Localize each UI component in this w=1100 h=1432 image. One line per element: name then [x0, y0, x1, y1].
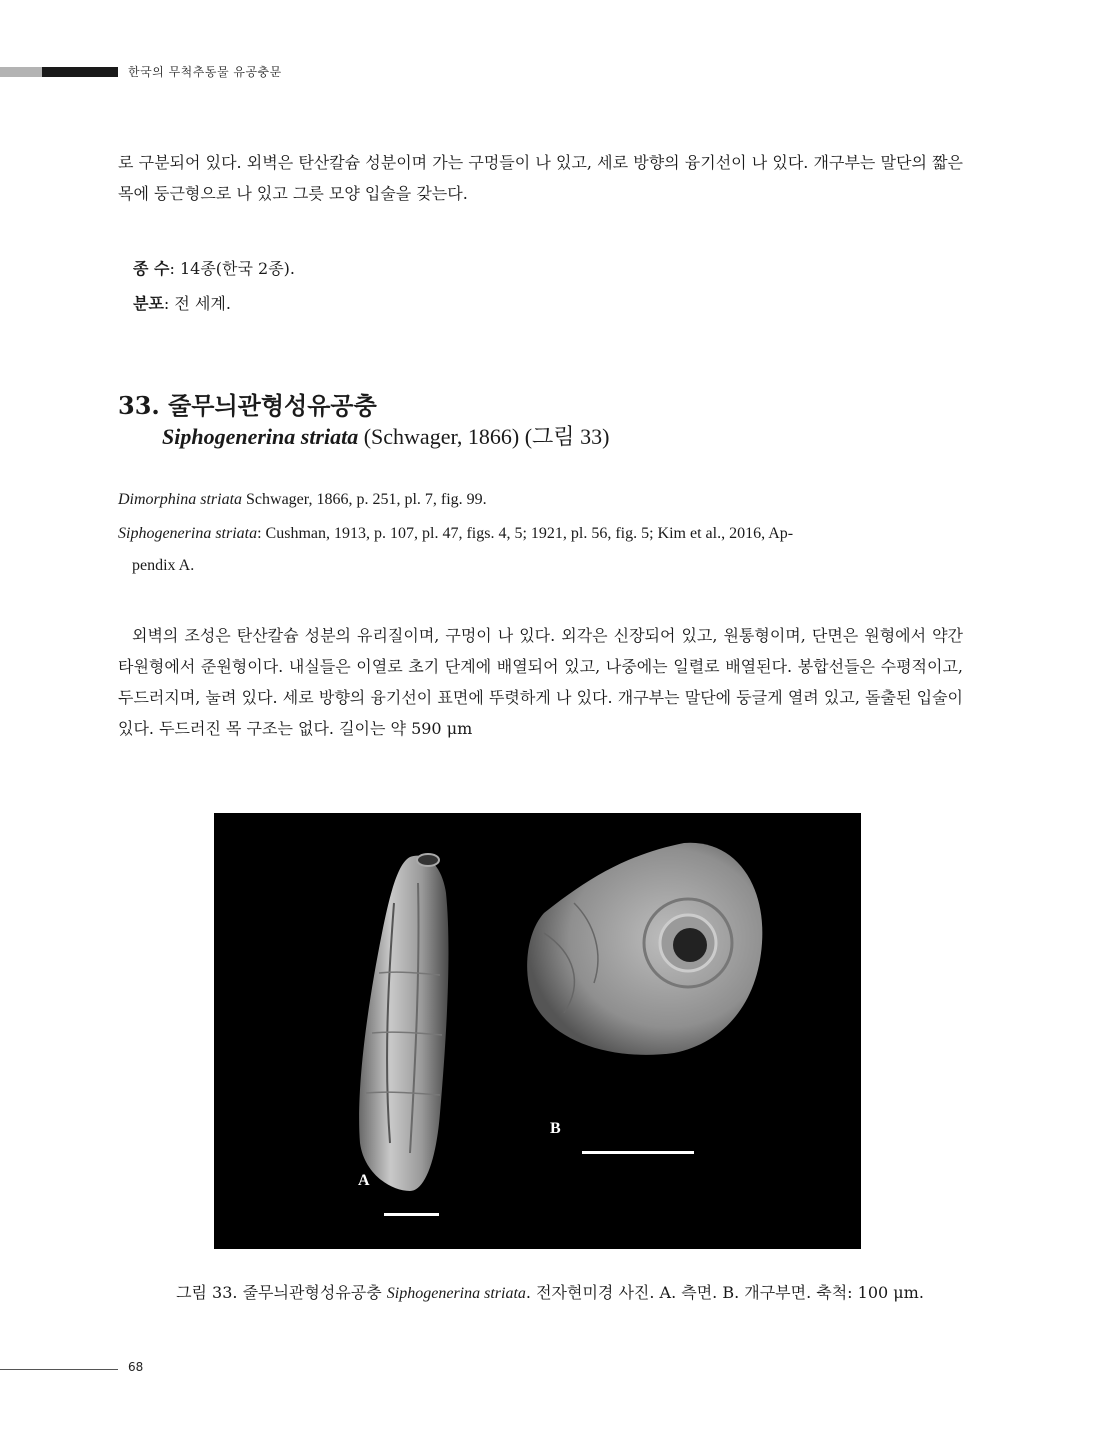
intro-paragraph: 로 구분되어 있다. 외벽은 탄산칼슘 성분이며 가는 구멍들이 나 있고, 세로 방향의 융기선이 나 있다. 개구부는 말단의 짧은 목에 둥근형으로 나 있고 그릇 모양 입술을 갖는다. — [118, 153, 963, 203]
synonym-2-ref: : Cushman, 1913, p. 107, pl. 47, figs. 4, 5; 1921, pl. 56, fig. 5; Kim et al., 2016, Ap- — [257, 525, 794, 542]
label-b: B — [550, 1120, 561, 1137]
author-citation: (Schwager, 1866) (그림 33) — [358, 424, 610, 449]
figure-svg — [214, 813, 861, 1249]
synonym-1 — [118, 484, 963, 516]
synonym-2 — [118, 518, 963, 582]
distribution-value: : 전 세계. — [163, 294, 231, 313]
specimen-a — [359, 854, 448, 1191]
running-title: 한국의 무척추동물 유공충문 — [128, 65, 282, 79]
caption-sci-name: Siphogenerina striata — [386, 1285, 526, 1302]
synonym-2-continuation: pendix A. — [132, 557, 195, 574]
header-black-bar — [42, 67, 118, 77]
distribution-label: 분포 — [133, 294, 164, 313]
synonym-1-name: Dimorphina striata — [118, 491, 243, 508]
figure-sem-photo — [214, 813, 861, 1249]
scale-bar-a — [384, 1213, 439, 1216]
scale-bar-b — [582, 1151, 694, 1154]
section-subtitle — [162, 420, 609, 451]
description-paragraph: 외벽의 조성은 탄산칼슘 성분의 유리질이며, 구멍이 나 있다. 외각은 신장되어 있고, 원통형이며, 단면은 원형에서 약간 타원형에서 준원형이다. 내실들은 이열로 초기 단계에 배열되어 있고, 나중에는 일렬로 배열된다. 봉합선들은 수평적이고, 두드러지며, 눌려 있다. 세로 방향의 융기선이 표면에 뚜렷하게 나 있다. 개구부는 말단에 둥글게 열려 있고, 돌출된 입술이 있다. 두드러진 목 구조는 없다. 길이는 약 590 μm — [118, 626, 963, 738]
synonym-1-ref: Schwager, 1866, p. 251, pl. 7, fig. 99. — [242, 491, 487, 508]
species-value: : 14종(한국 2종). — [169, 259, 295, 278]
page-number: 68 — [128, 1360, 144, 1374]
caption-suffix: . 전자현미경 사진. A. 측면. B. 개구부면. 축척: 100 μm. — [525, 1283, 924, 1302]
section-title: 33. 줄무늬관형성유공충 — [118, 391, 377, 420]
header-gray-bar — [0, 67, 42, 77]
label-a: A — [358, 1172, 370, 1189]
synonym-2-name: Siphogenerina striata — [118, 525, 258, 542]
figure-caption — [0, 1280, 1100, 1303]
specimen-b — [527, 843, 762, 1055]
distribution — [133, 291, 231, 314]
footer-rule — [0, 1369, 118, 1370]
species-count — [133, 256, 295, 279]
scientific-name: Siphogenerina striata — [162, 424, 359, 449]
caption-prefix: 그림 33. 줄무늬관형성유공충 — [176, 1283, 387, 1302]
species-label: 종 수 — [133, 259, 170, 278]
